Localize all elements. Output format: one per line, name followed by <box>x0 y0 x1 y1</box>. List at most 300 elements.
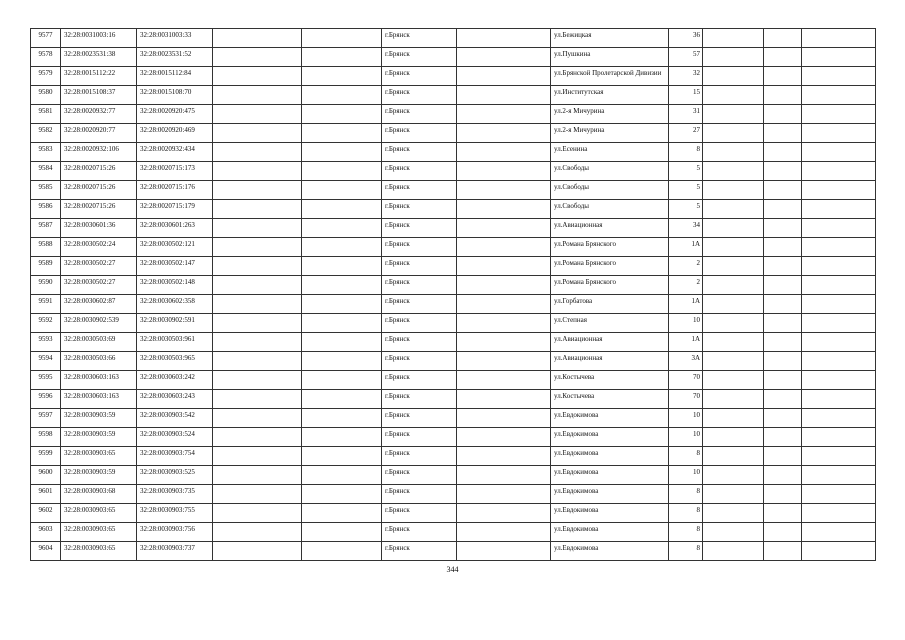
city-cell: г.Брянск <box>382 200 457 219</box>
page-number: 344 <box>446 565 459 574</box>
street-cell: ул.Романа Брянского <box>551 257 669 276</box>
empty-cell <box>302 428 382 447</box>
table-row <box>31 238 876 257</box>
cadastral-number-cell: 32:28:0020715:179 <box>137 200 213 219</box>
empty-cell <box>302 181 382 200</box>
street-cell: ул.Авиационная <box>551 219 669 238</box>
empty-cell <box>802 181 876 200</box>
street-cell: ул.Свободы <box>551 200 669 219</box>
row-number-cell: 9590 <box>31 276 61 295</box>
empty-cell <box>703 238 764 257</box>
empty-cell <box>302 371 382 390</box>
empty-cell <box>764 314 802 333</box>
table-row <box>31 409 876 428</box>
cadastral-number-cell: 32:28:0020920:475 <box>137 105 213 124</box>
empty-cell <box>802 143 876 162</box>
city-cell: г.Брянск <box>382 181 457 200</box>
table-row <box>31 371 876 390</box>
parent-cadastral-number-cell: 32:28:0030903:68 <box>61 485 137 504</box>
cadastral-number-cell: 32:28:0030502:148 <box>137 276 213 295</box>
empty-cell <box>302 143 382 162</box>
empty-cell <box>802 29 876 48</box>
empty-cell <box>457 447 551 466</box>
empty-cell <box>302 314 382 333</box>
empty-cell <box>457 504 551 523</box>
row-number-cell: 9602 <box>31 504 61 523</box>
empty-cell <box>213 466 302 485</box>
parent-cadastral-number-cell: 32:28:0030903:65 <box>61 447 137 466</box>
street-cell: ул.Евдокимова <box>551 485 669 504</box>
row-number-cell: 9598 <box>31 428 61 447</box>
row-number-cell: 9578 <box>31 48 61 67</box>
empty-cell <box>213 485 302 504</box>
empty-cell <box>457 238 551 257</box>
empty-cell <box>802 428 876 447</box>
street-cell: ул.Горбатова <box>551 295 669 314</box>
parent-cadastral-number-cell: 32:28:0030503:66 <box>61 352 137 371</box>
empty-cell <box>302 295 382 314</box>
city-cell: г.Брянск <box>382 67 457 86</box>
house-number-cell: 8 <box>669 143 703 162</box>
row-number-cell: 9586 <box>31 200 61 219</box>
house-number-cell: 8 <box>669 523 703 542</box>
table-row <box>31 105 876 124</box>
empty-cell <box>302 219 382 238</box>
house-number-cell: 32 <box>669 67 703 86</box>
house-number-cell: 1А <box>669 333 703 352</box>
empty-cell <box>703 257 764 276</box>
cadastral-number-cell: 32:28:0030903:735 <box>137 485 213 504</box>
empty-cell <box>802 542 876 561</box>
house-number-cell: 10 <box>669 314 703 333</box>
street-cell: ул.Евдокимова <box>551 428 669 447</box>
house-number-cell: 36 <box>669 29 703 48</box>
empty-cell <box>457 333 551 352</box>
city-cell: г.Брянск <box>382 162 457 181</box>
empty-cell <box>302 29 382 48</box>
city-cell: г.Брянск <box>382 314 457 333</box>
empty-cell <box>213 67 302 86</box>
row-number-cell: 9579 <box>31 67 61 86</box>
street-cell: ул.Авиационная <box>551 352 669 371</box>
city-cell: г.Брянск <box>382 295 457 314</box>
row-number-cell: 9597 <box>31 409 61 428</box>
parent-cadastral-number-cell: 32:28:0030602:87 <box>61 295 137 314</box>
row-number-cell: 9592 <box>31 314 61 333</box>
cadastral-number-cell: 32:28:0030603:243 <box>137 390 213 409</box>
empty-cell <box>457 542 551 561</box>
city-cell: г.Брянск <box>382 466 457 485</box>
empty-cell <box>764 523 802 542</box>
empty-cell <box>457 371 551 390</box>
empty-cell <box>764 542 802 561</box>
table-row <box>31 295 876 314</box>
house-number-cell: 15 <box>669 86 703 105</box>
parent-cadastral-number-cell: 32:28:0030903:65 <box>61 504 137 523</box>
house-number-cell: 8 <box>669 504 703 523</box>
parent-cadastral-number-cell: 32:28:0030603:163 <box>61 390 137 409</box>
empty-cell <box>802 390 876 409</box>
empty-cell <box>802 162 876 181</box>
table-row <box>31 523 876 542</box>
empty-cell <box>302 162 382 181</box>
cadastral-number-cell: 32:28:0030503:961 <box>137 333 213 352</box>
empty-cell <box>802 295 876 314</box>
empty-cell <box>764 181 802 200</box>
parent-cadastral-number-cell: 32:28:0023531:38 <box>61 48 137 67</box>
empty-cell <box>213 542 302 561</box>
empty-cell <box>213 333 302 352</box>
empty-cell <box>764 257 802 276</box>
empty-cell <box>213 219 302 238</box>
cadastral-number-cell: 32:28:0015112:84 <box>137 67 213 86</box>
empty-cell <box>213 314 302 333</box>
empty-cell <box>213 352 302 371</box>
empty-cell <box>703 48 764 67</box>
empty-cell <box>213 390 302 409</box>
empty-cell <box>802 238 876 257</box>
parent-cadastral-number-cell: 32:28:0030503:69 <box>61 333 137 352</box>
street-cell: ул.Евдокимова <box>551 523 669 542</box>
city-cell: г.Брянск <box>382 428 457 447</box>
empty-cell <box>802 466 876 485</box>
empty-cell <box>802 314 876 333</box>
parent-cadastral-number-cell: 32:28:0030903:59 <box>61 409 137 428</box>
empty-cell <box>703 105 764 124</box>
house-number-cell: 8 <box>669 447 703 466</box>
house-number-cell: 5 <box>669 200 703 219</box>
empty-cell <box>457 219 551 238</box>
empty-cell <box>802 485 876 504</box>
house-number-cell: 10 <box>669 466 703 485</box>
empty-cell <box>764 504 802 523</box>
row-number-cell: 9600 <box>31 466 61 485</box>
city-cell: г.Брянск <box>382 333 457 352</box>
table-row <box>31 542 876 561</box>
empty-cell <box>457 105 551 124</box>
empty-cell <box>457 523 551 542</box>
empty-cell <box>764 428 802 447</box>
empty-cell <box>764 48 802 67</box>
house-number-cell: 10 <box>669 409 703 428</box>
street-cell: ул.Свободы <box>551 181 669 200</box>
street-cell: ул.Авиационная <box>551 333 669 352</box>
empty-cell <box>703 162 764 181</box>
cadastral-number-cell: 32:28:0020715:173 <box>137 162 213 181</box>
row-number-cell: 9603 <box>31 523 61 542</box>
parent-cadastral-number-cell: 32:28:0030601:36 <box>61 219 137 238</box>
parent-cadastral-number-cell: 32:28:0030903:59 <box>61 466 137 485</box>
empty-cell <box>802 276 876 295</box>
empty-cell <box>302 86 382 105</box>
empty-cell <box>764 105 802 124</box>
parent-cadastral-number-cell: 32:28:0030502:27 <box>61 276 137 295</box>
city-cell: г.Брянск <box>382 276 457 295</box>
street-cell: ул.Романа Брянского <box>551 238 669 257</box>
empty-cell <box>764 238 802 257</box>
empty-cell <box>457 86 551 105</box>
empty-cell <box>213 143 302 162</box>
house-number-cell: 8 <box>669 485 703 504</box>
cadastral-number-cell: 32:28:0030902:591 <box>137 314 213 333</box>
empty-cell <box>764 29 802 48</box>
empty-cell <box>703 86 764 105</box>
empty-cell <box>302 447 382 466</box>
empty-cell <box>302 124 382 143</box>
street-cell: ул.Костычева <box>551 371 669 390</box>
row-number-cell: 9604 <box>31 542 61 561</box>
table-row <box>31 390 876 409</box>
empty-cell <box>764 295 802 314</box>
street-cell: ул.Костычева <box>551 390 669 409</box>
street-cell: ул.2-я Мичурина <box>551 105 669 124</box>
cadastral-number-cell: 32:28:0030903:542 <box>137 409 213 428</box>
empty-cell <box>213 447 302 466</box>
empty-cell <box>703 352 764 371</box>
empty-cell <box>457 48 551 67</box>
table-row <box>31 466 876 485</box>
table-row <box>31 86 876 105</box>
parent-cadastral-number-cell: 32:28:0030603:163 <box>61 371 137 390</box>
house-number-cell: 2 <box>669 257 703 276</box>
empty-cell <box>703 428 764 447</box>
table-row <box>31 29 876 48</box>
empty-cell <box>802 352 876 371</box>
street-cell: ул.Пушкина <box>551 48 669 67</box>
empty-cell <box>213 124 302 143</box>
empty-cell <box>764 333 802 352</box>
empty-cell <box>457 181 551 200</box>
empty-cell <box>213 181 302 200</box>
city-cell: г.Брянск <box>382 219 457 238</box>
cadastral-number-cell: 32:28:0030602:358 <box>137 295 213 314</box>
house-number-cell: 5 <box>669 162 703 181</box>
empty-cell <box>703 523 764 542</box>
table-row <box>31 504 876 523</box>
cadastral-number-cell: 32:28:0031003:33 <box>137 29 213 48</box>
row-number-cell: 9577 <box>31 29 61 48</box>
street-cell: ул.Евдокимова <box>551 409 669 428</box>
parent-cadastral-number-cell: 32:28:0015108:37 <box>61 86 137 105</box>
empty-cell <box>302 257 382 276</box>
parent-cadastral-number-cell: 32:28:0020715:26 <box>61 162 137 181</box>
cadastral-number-cell: 32:28:0030502:121 <box>137 238 213 257</box>
empty-cell <box>764 67 802 86</box>
table-row <box>31 181 876 200</box>
empty-cell <box>703 143 764 162</box>
house-number-cell: 1А <box>669 295 703 314</box>
row-number-cell: 9589 <box>31 257 61 276</box>
empty-cell <box>764 409 802 428</box>
row-number-cell: 9585 <box>31 181 61 200</box>
row-number-cell: 9583 <box>31 143 61 162</box>
street-cell: ул.Степная <box>551 314 669 333</box>
cadastral-number-cell: 32:28:0015108:70 <box>137 86 213 105</box>
table-row <box>31 314 876 333</box>
parent-cadastral-number-cell: 32:28:0020932:77 <box>61 105 137 124</box>
empty-cell <box>802 333 876 352</box>
empty-cell <box>302 409 382 428</box>
cadastral-number-cell: 32:28:0030903:525 <box>137 466 213 485</box>
empty-cell <box>302 333 382 352</box>
empty-cell <box>802 86 876 105</box>
city-cell: г.Брянск <box>382 542 457 561</box>
table-row <box>31 200 876 219</box>
table-row <box>31 48 876 67</box>
registry-table <box>30 28 876 561</box>
empty-cell <box>764 86 802 105</box>
empty-cell <box>457 67 551 86</box>
cadastral-number-cell: 32:28:0030601:263 <box>137 219 213 238</box>
city-cell: г.Брянск <box>382 257 457 276</box>
table-row <box>31 447 876 466</box>
house-number-cell: 57 <box>669 48 703 67</box>
empty-cell <box>302 238 382 257</box>
cadastral-number-cell: 32:28:0030903:754 <box>137 447 213 466</box>
parent-cadastral-number-cell: 32:28:0030902:539 <box>61 314 137 333</box>
empty-cell <box>457 295 551 314</box>
street-cell: ул.Институтская <box>551 86 669 105</box>
table-row <box>31 219 876 238</box>
table-row <box>31 428 876 447</box>
row-number-cell: 9582 <box>31 124 61 143</box>
empty-cell <box>703 200 764 219</box>
row-number-cell: 9591 <box>31 295 61 314</box>
empty-cell <box>302 105 382 124</box>
parent-cadastral-number-cell: 32:28:0020932:106 <box>61 143 137 162</box>
empty-cell <box>302 48 382 67</box>
empty-cell <box>764 143 802 162</box>
empty-cell <box>302 67 382 86</box>
city-cell: г.Брянск <box>382 409 457 428</box>
empty-cell <box>802 124 876 143</box>
empty-cell <box>213 409 302 428</box>
house-number-cell: 10 <box>669 428 703 447</box>
street-cell: ул.Романа Брянского <box>551 276 669 295</box>
cadastral-number-cell: 32:28:0020920:469 <box>137 124 213 143</box>
empty-cell <box>457 409 551 428</box>
empty-cell <box>703 219 764 238</box>
table-row <box>31 124 876 143</box>
city-cell: г.Брянск <box>382 238 457 257</box>
row-number-cell: 9581 <box>31 105 61 124</box>
empty-cell <box>457 124 551 143</box>
empty-cell <box>703 466 764 485</box>
table-row <box>31 333 876 352</box>
empty-cell <box>703 29 764 48</box>
empty-cell <box>764 219 802 238</box>
empty-cell <box>703 67 764 86</box>
empty-cell <box>764 447 802 466</box>
house-number-cell: 3А <box>669 352 703 371</box>
table-row <box>31 352 876 371</box>
row-number-cell: 9594 <box>31 352 61 371</box>
city-cell: г.Брянск <box>382 485 457 504</box>
empty-cell <box>764 485 802 504</box>
house-number-cell: 34 <box>669 219 703 238</box>
house-number-cell: 70 <box>669 371 703 390</box>
empty-cell <box>764 124 802 143</box>
row-number-cell: 9588 <box>31 238 61 257</box>
street-cell: ул.2-я Мичурина <box>551 124 669 143</box>
street-cell: ул.Есенина <box>551 143 669 162</box>
empty-cell <box>302 200 382 219</box>
empty-cell <box>213 428 302 447</box>
parent-cadastral-number-cell: 32:28:0030502:24 <box>61 238 137 257</box>
empty-cell <box>703 181 764 200</box>
empty-cell <box>457 314 551 333</box>
cadastral-number-cell: 32:28:0030903:755 <box>137 504 213 523</box>
table-row <box>31 67 876 86</box>
city-cell: г.Брянск <box>382 86 457 105</box>
city-cell: г.Брянск <box>382 29 457 48</box>
table-row <box>31 162 876 181</box>
empty-cell <box>703 295 764 314</box>
empty-cell <box>764 390 802 409</box>
cadastral-number-cell: 32:28:0030502:147 <box>137 257 213 276</box>
empty-cell <box>302 390 382 409</box>
street-cell: ул.Евдокимова <box>551 466 669 485</box>
empty-cell <box>457 200 551 219</box>
empty-cell <box>213 48 302 67</box>
row-number-cell: 9584 <box>31 162 61 181</box>
table-row <box>31 143 876 162</box>
empty-cell <box>302 542 382 561</box>
empty-cell <box>764 466 802 485</box>
empty-cell <box>802 67 876 86</box>
cadastral-number-cell: 32:28:0030503:965 <box>137 352 213 371</box>
row-number-cell: 9601 <box>31 485 61 504</box>
empty-cell <box>457 466 551 485</box>
empty-cell <box>213 371 302 390</box>
city-cell: г.Брянск <box>382 352 457 371</box>
empty-cell <box>802 219 876 238</box>
empty-cell <box>802 200 876 219</box>
parent-cadastral-number-cell: 32:28:0031003:16 <box>61 29 137 48</box>
parent-cadastral-number-cell: 32:28:0020715:26 <box>61 181 137 200</box>
empty-cell <box>802 504 876 523</box>
empty-cell <box>802 523 876 542</box>
empty-cell <box>703 409 764 428</box>
empty-cell <box>302 523 382 542</box>
empty-cell <box>213 276 302 295</box>
parent-cadastral-number-cell: 32:28:0030903:65 <box>61 542 137 561</box>
empty-cell <box>302 352 382 371</box>
city-cell: г.Брянск <box>382 447 457 466</box>
house-number-cell: 8 <box>669 542 703 561</box>
empty-cell <box>457 428 551 447</box>
empty-cell <box>302 504 382 523</box>
street-cell: ул.Евдокимова <box>551 447 669 466</box>
cadastral-number-cell: 32:28:0020932:434 <box>137 143 213 162</box>
empty-cell <box>213 105 302 124</box>
empty-cell <box>764 352 802 371</box>
empty-cell <box>213 504 302 523</box>
parent-cadastral-number-cell: 32:28:0030502:27 <box>61 257 137 276</box>
row-number-cell: 9593 <box>31 333 61 352</box>
city-cell: г.Брянск <box>382 371 457 390</box>
row-number-cell: 9595 <box>31 371 61 390</box>
empty-cell <box>703 447 764 466</box>
empty-cell <box>302 276 382 295</box>
house-number-cell: 27 <box>669 124 703 143</box>
city-cell: г.Брянск <box>382 390 457 409</box>
row-number-cell: 9587 <box>31 219 61 238</box>
empty-cell <box>457 143 551 162</box>
empty-cell <box>457 162 551 181</box>
house-number-cell: 1А <box>669 238 703 257</box>
empty-cell <box>457 352 551 371</box>
